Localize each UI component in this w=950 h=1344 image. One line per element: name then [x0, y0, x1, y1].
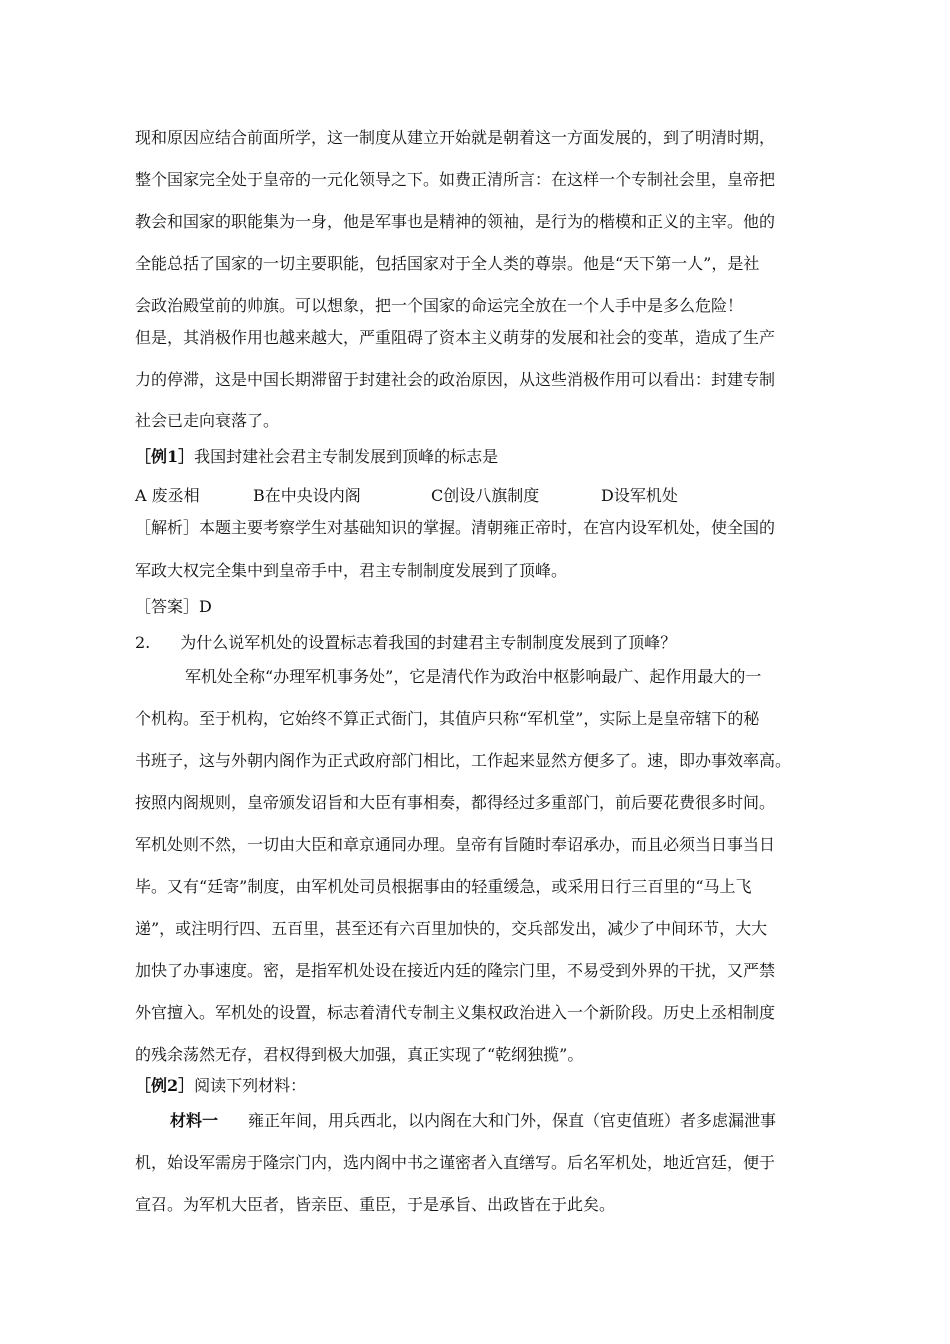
text-line: 的残余荡然无存，君权得到极大加强，真正实现了“乾纲独揽”。 — [135, 1045, 584, 1064]
material1-first-line — [170, 1110, 776, 1132]
text-line: 军机处则不然，一切由大臣和章京通同办理。皇帝有旨随时奉诏承办，而且必须当日事当日 — [135, 835, 776, 854]
question-2-text: 为什么说军机处的设置标志着我国的封建君主专制制度发展到了顶峰？ — [180, 633, 677, 652]
text-line: 现和原因应结合前面所学，这一制度从建立开始就是朝着这一方面发展的，到了明清时期， — [135, 128, 776, 147]
material1-label: 材料一 — [170, 1111, 219, 1130]
analysis-line: 军政大权完全集中到皇帝手中，君主专制制度发展到了顶峰。 — [135, 561, 568, 580]
example2-text: 阅读下列材料： — [194, 1076, 307, 1095]
text-line: 毕。又有“廷寄”制度，由军机处司员根据事由的轻重缓急，或采用日行三百里的“马上飞 — [135, 877, 752, 896]
text-line: 但是，其消极作用也越来越大，严重阻碍了资本主义萌芽的发展和社会的变革，造成了生产 — [135, 328, 776, 347]
example1-label: ［例1］ — [135, 447, 195, 466]
text-line: 加快了办事速度。密，是指军机处设在接近内廷的隆宗门里，不易受到外界的干扰，又严禁 — [135, 961, 776, 980]
example2-label: ［例2］ — [135, 1076, 195, 1095]
answer: ［答案］D — [135, 597, 212, 616]
option-c: C创设八旗制度 — [431, 486, 540, 505]
text-line: 个机构。至于机构，它始终不算正式衙门，其值庐只称“军机堂”，实际上是皇帝辖下的秘 — [135, 709, 760, 728]
example1-question — [135, 446, 498, 468]
question-2 — [135, 632, 676, 654]
option-b: B在中央设内阁 — [253, 486, 361, 505]
option-d: D设军机处 — [601, 486, 678, 505]
text-line: 教会和国家的职能集为一身，他是军事也是精神的领袖，是行为的楷模和正义的主宰。他的 — [135, 212, 776, 231]
text-line: 社会已走向衰落了。 — [135, 411, 280, 430]
text-line: 军机处全称“办理军机事务处”，它是清代作为政治中枢影响最广、起作用最大的一 — [185, 667, 762, 686]
option-a: A 废丞相 — [135, 486, 200, 505]
example1-question-text: 我国封建社会君主专制发展到顶峰的标志是 — [194, 447, 499, 466]
text-line: 递”，或注明行四、五百里，甚至还有六百里加快的，交兵部发出，减少了中间环节，大大 — [135, 919, 768, 938]
text-line: 力的停滞，这是中国长期滞留于封建社会的政治原因，从这些消极作用可以看出：封建专制 — [135, 370, 776, 389]
text-line: 整个国家完全处于皇帝的一元化领导之下。如费正清所言：在这样一个专制社会里，皇帝把 — [135, 170, 776, 189]
text-line: 会政治殿堂前的帅旗。可以想象，把一个国家的命运完全放在一个人手中是多么危险！ — [135, 296, 744, 315]
text-line: 书班子，这与外朝内阁作为正式政府部门相比，工作起来显然方便多了。速，即办事效率高。 — [135, 751, 792, 770]
example2-intro — [135, 1075, 306, 1097]
text-line: 宣召。为军机大臣者，皆亲臣、重臣，于是承旨、出政皆在于此矣。 — [135, 1195, 616, 1214]
text-line: 机，始设军需房于隆宗门内，选内阁中书之谨密者入直缮写。后名军机处，地近宫廷，便于 — [135, 1153, 776, 1172]
question-2-number: 2. — [135, 633, 151, 652]
text-line: 全能总括了国家的一切主要职能，包括国家对于全人类的尊崇。他是“天下第一人”，是社 — [135, 254, 760, 273]
analysis-line: ［解析］本题主要考察学生对基础知识的掌握。清朝雍正帝时，在宫内设军机处，使全国的 — [135, 518, 776, 537]
text-line: 按照内阁规则，皇帝颁发诏旨和大臣有事相奏，都得经过多重部门，前后要花费很多时间。 — [135, 793, 776, 812]
material1-text: 雍正年间，用兵西北，以内阁在大和门外，保直（官吏值班）者多虑漏泄事 — [248, 1111, 777, 1130]
text-line: 外官擅入。军机处的设置，标志着清代专制主义集权政治进入一个新阶段。历史上丞相制度 — [135, 1003, 776, 1022]
